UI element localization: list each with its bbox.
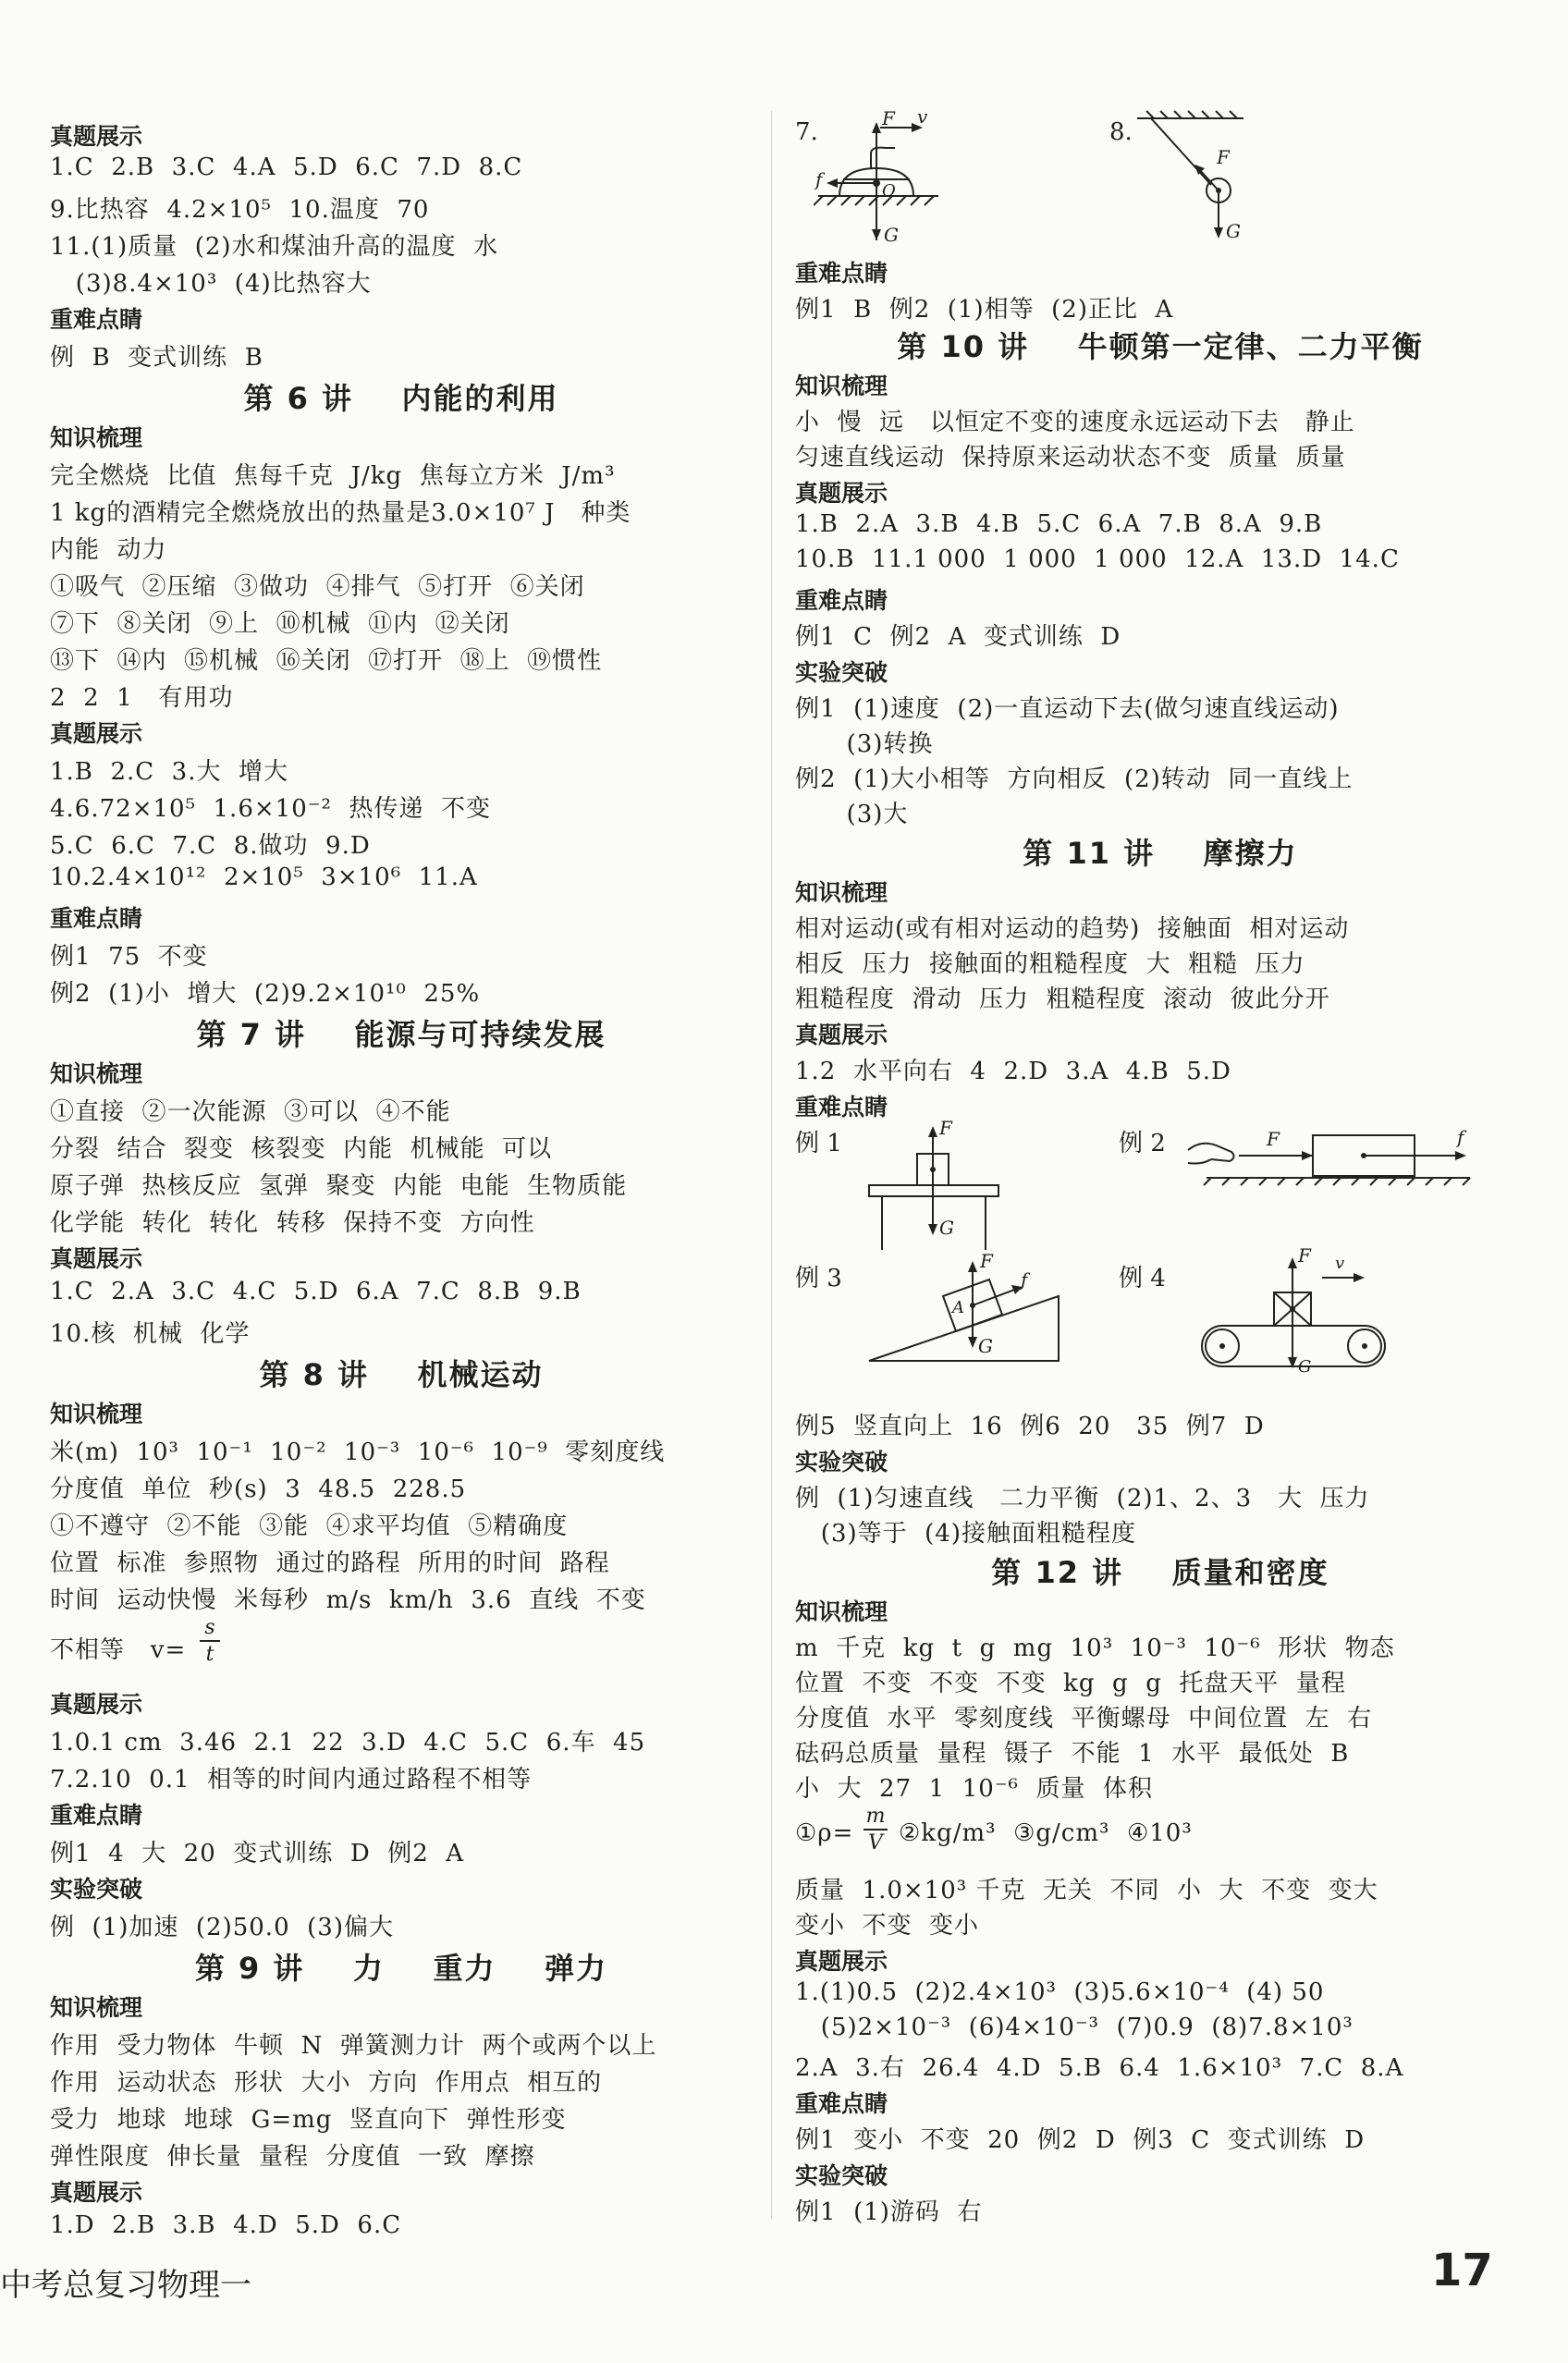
figure-number: 8. [1109, 118, 1133, 146]
answer-line: 例 B 变式训练 B [50, 344, 263, 372]
section-heading: 真题展示 [795, 1022, 888, 1048]
answer-line: 弹性限度 伸长量 量程 分度值 一致 摩擦 [50, 2143, 535, 2171]
section-heading: 知识梳理 [50, 1060, 143, 1087]
answer-line: (3)等于 (4)接触面粗糙程度 [795, 1520, 1136, 1548]
gravity-label-G: G [884, 224, 899, 246]
section-heading: 实验突破 [795, 659, 888, 686]
fraction-bar [864, 1829, 888, 1830]
force-label-F: F [1267, 1128, 1280, 1150]
section-heading: 重难点睛 [50, 905, 143, 932]
answer-line: (3)转换 [795, 730, 934, 758]
column-divider [771, 111, 772, 2219]
speed-formula-fraction [200, 1616, 220, 1666]
example-label: 例 1 [795, 1130, 842, 1157]
formula-line: ②kg/m³ ③g/cm³ ④10³ [899, 1819, 1193, 1847]
answer-line: 米(m) 10³ 10⁻¹ 10⁻² 10⁻³ 10⁻⁶ 10⁻⁹ 零刻度线 [50, 1439, 666, 1466]
lecture-title: 第 7 讲 能源与可持续发展 [196, 1017, 606, 1052]
section-heading: 真题展示 [50, 2179, 143, 2206]
answer-line: (3)8.4×10³ (4)比热容大 [50, 270, 372, 298]
answer-line: 分裂 结合 裂变 核裂变 内能 机械能 可以 [50, 1135, 553, 1163]
section-heading: 知识梳理 [50, 1401, 143, 1427]
velocity-label-v: v [917, 105, 928, 128]
friction-label-f: f [1021, 1268, 1028, 1291]
answer-line: 变小 不变 变小 [795, 1912, 980, 1940]
force-label-F: F [939, 1117, 952, 1139]
answer-line: 小 大 27 1 10⁻⁶ 质量 体积 [795, 1775, 1154, 1803]
answer-line: 1.B 2.A 3.B 4.B 5.C 6.A 7.B 8.A 9.B [795, 510, 1323, 538]
answer-line: 1.C 2.B 3.C 4.A 5.D 6.C 7.D 8.C [50, 153, 523, 181]
lecture-title: 第 6 讲 内能的利用 [243, 381, 559, 416]
answer-line: 例1 4 大 20 变式训练 D 例2 A [50, 1840, 465, 1867]
fraction-bar [200, 1640, 220, 1642]
force-label-F: F [882, 107, 895, 129]
section-heading: 实验突破 [795, 1449, 888, 1475]
section-heading: 重难点睛 [50, 306, 143, 333]
answer-line: 例1 C 例2 A 变式训练 D [795, 623, 1121, 651]
answer-line: 完全燃烧 比值 焦每千克 J/kg 焦每立方米 J/m³ [50, 462, 616, 490]
answer-line: 例2 (1)小 增大 (2)9.2×10¹⁰ 25% [50, 980, 481, 1008]
answer-line: 作用 受力物体 牛顿 N 弹簧测力计 两个或两个以上 [50, 2032, 657, 2060]
answer-line: 内能 动力 [50, 536, 167, 564]
answer-line: 位置 不变 不变 不变 kg g g 托盘天平 量程 [795, 1670, 1346, 1697]
answer-line: 例1 75 不变 [50, 943, 208, 971]
formula-line: ①ρ= [795, 1819, 854, 1847]
lecture-title: 第 12 讲 质量和密度 [991, 1555, 1329, 1590]
velocity-label-v: v [1335, 1254, 1345, 1273]
answer-line: 例 (1)匀速直线 二力平衡 (2)1、2、3 大 压力 [795, 1485, 1370, 1512]
answer-line: 分度值 水平 零刻度线 平衡螺母 中间位置 左 右 [795, 1705, 1373, 1732]
example-3-block-on-incline [860, 1250, 1072, 1370]
section-heading: 真题展示 [795, 480, 888, 507]
fraction-numerator: m [865, 1805, 886, 1828]
answer-line: (5)2×10⁻³ (6)4×10⁻³ (7)0.9 (8)7.8×10³ [795, 2014, 1354, 2041]
answer-line: 例5 竖直向上 16 例6 20 35 例7 D [795, 1413, 1265, 1440]
example-label: 例 2 [1119, 1130, 1166, 1157]
lecture-title: 第 10 讲 牛顿第一定律、二力平衡 [897, 329, 1424, 364]
answer-line: 5.C 6.C 7.C 8.做功 9.D [50, 832, 371, 860]
lecture-title: 第 8 讲 机械运动 [259, 1357, 544, 1392]
gravity-label-G: G [1298, 1357, 1312, 1377]
answer-line: 2.A 3.右 26.4 4.D 5.B 6.4 1.6×10³ 7.C 8.A [795, 2054, 1404, 2082]
answer-line: 10.核 机械 化学 [50, 1320, 251, 1348]
answer-line: 1 kg的酒精完全燃烧放出的热量是3.0×10⁷ J 种类 [50, 499, 631, 527]
section-heading: 实验突破 [795, 2162, 888, 2189]
answer-line: 相对运动(或有相对运动的趋势) 接触面 相对运动 [795, 915, 1350, 943]
page-number: 17 [1431, 2245, 1493, 2296]
section-heading: 知识梳理 [795, 373, 888, 399]
section-heading: 重难点睛 [795, 1094, 888, 1120]
section-heading: 知识梳理 [50, 424, 143, 451]
origin-label-O: O [882, 181, 896, 201]
section-heading: 真题展示 [50, 720, 143, 747]
section-heading: 实验突破 [50, 1876, 143, 1903]
answer-line: ①直接 ②一次能源 ③可以 ④不能 [50, 1098, 451, 1126]
figure-8-hanging-ball [1128, 109, 1248, 248]
section-heading: 真题展示 [50, 1245, 143, 1272]
example-4-conveyor-belt [1183, 1244, 1405, 1377]
answer-line: 位置 标准 参照物 通过的路程 所用的时间 路程 [50, 1549, 610, 1577]
section-heading: 真题展示 [50, 123, 143, 150]
answer-line: 化学能 转化 转化 转移 保持不变 方向性 [50, 1209, 535, 1237]
answer-line: 受力 地球 地球 G=mg 竖直向下 弹性形变 [50, 2106, 567, 2134]
answer-line: 粗糙程度 滑动 压力 粗糙程度 滚动 彼此分开 [795, 986, 1330, 1013]
answer-line: 例2 (1)大小相等 方向相反 (2)转动 同一直线上 [795, 765, 1354, 793]
lecture-title: 第 9 讲 力 重力 弹力 [194, 1951, 608, 1986]
answer-line: 1.C 2.A 3.C 4.C 5.D 6.A 7.C 8.B 9.B [50, 1278, 582, 1305]
section-heading: 重难点睛 [795, 2090, 888, 2117]
fraction-denominator: V [868, 1831, 883, 1855]
answer-line: ⑦下 ⑧关闭 ⑨上 ⑩机械 ⑪内 ⑫关闭 [50, 610, 510, 638]
example-1-box-on-table [860, 1117, 1008, 1259]
example-label: 例 4 [1119, 1265, 1166, 1292]
gravity-label-G: G [939, 1217, 954, 1239]
section-heading: 重难点睛 [795, 260, 888, 287]
force-label-F: F [1217, 146, 1230, 168]
fraction-numerator: s [204, 1616, 215, 1639]
section-heading: 真题展示 [795, 1948, 888, 1975]
answer-line: 7.2.10 0.1 相等的时间内通过路程不相等 [50, 1766, 533, 1794]
answer-line: (3)大 [795, 801, 909, 828]
answer-line: 匀速直线运动 保持原来运动状态不变 质量 质量 [795, 444, 1346, 471]
example-2-box-pushed [1183, 1119, 1488, 1193]
answer-line: 例 (1)加速 (2)50.0 (3)偏大 [50, 1914, 394, 1941]
section-heading: 重难点睛 [50, 1802, 143, 1829]
section-heading: 重难点睛 [795, 587, 888, 614]
force-label-F: F [980, 1250, 993, 1272]
lecture-title: 第 11 讲 摩擦力 [1023, 836, 1298, 871]
force-label-F: F [1298, 1244, 1311, 1267]
gravity-label-G: G [978, 1335, 993, 1357]
answer-line: 1.(1)0.5 (2)2.4×10³ (3)5.6×10⁻⁴ (4) 50 [795, 1978, 1325, 2006]
example-label: 例 3 [795, 1265, 842, 1292]
answer-line: 例1 B 例2 (1)相等 (2)正比 A [795, 296, 1174, 324]
answer-line: 1.B 2.C 3.大 增大 [50, 758, 289, 786]
answer-line: 例1 (1)游码 右 [795, 2198, 983, 2226]
answer-line: m 千克 kg t g mg 10³ 10⁻³ 10⁻⁶ 形状 物态 [795, 1635, 1395, 1662]
answer-line: 小 慢 远 以恒定不变的速度永远运动下去 静止 [795, 409, 1355, 436]
answer-line: 2 2 1 有用功 [50, 684, 234, 712]
answer-line: 10.B 11.1 000 1 000 1 000 12.A 13.D 14.C [795, 545, 1400, 573]
answer-line: 4.6.72×10⁵ 1.6×10⁻² 热传递 不变 [50, 795, 491, 823]
section-heading: 知识梳理 [795, 1598, 888, 1625]
section-heading: 真题展示 [50, 1691, 143, 1718]
density-formula-fraction [864, 1805, 888, 1855]
friction-label-f: f [1457, 1126, 1464, 1148]
section-heading: 知识梳理 [795, 879, 888, 906]
answer-line: 10.2.4×10¹² 2×10⁵ 3×10⁶ 11.A [50, 863, 478, 891]
answer-line: 1.0.1 cm 3.46 2.1 22 3.D 4.C 5.C 6.车 45 [50, 1729, 646, 1757]
answer-line: 例1 (1)速度 (2)一直运动下去(做匀速直线运动) [795, 695, 1340, 723]
answer-line: ①不遵守 ②不能 ③能 ④求平均值 ⑤精确度 [50, 1512, 569, 1540]
answer-line: 9.比热容 4.2×10⁵ 10.温度 70 [50, 196, 430, 224]
fraction-denominator: t [205, 1643, 214, 1666]
answer-line: 例1 变小 不变 20 例2 D 例3 C 变式训练 D [795, 2126, 1366, 2154]
answer-line: 质量 1.0×10³ 千克 无关 不同 小 大 不变 变大 [795, 1877, 1378, 1904]
answer-line: 1.D 2.B 3.B 4.D 5.D 6.C [50, 2211, 402, 2239]
friction-label-f: f [815, 168, 823, 190]
answer-line: ⑬下 ⑭内 ⑮机械 ⑯关闭 ⑰打开 ⑱上 ⑲惯性 [50, 647, 603, 675]
answer-line: 作用 运动状态 形状 大小 方向 作用点 相互的 [50, 2069, 603, 2097]
book-title-footer: 中考总复习物理一 [0, 2267, 251, 2304]
block-label-A: A [952, 1298, 964, 1317]
answer-line: 不相等 v= [50, 1636, 187, 1664]
answer-line: 时间 运动快慢 米每秒 m/s km/h 3.6 直线 不变 [50, 1586, 646, 1614]
gravity-label-G: G [1226, 220, 1241, 242]
section-heading: 知识梳理 [50, 1994, 143, 2021]
answer-line: 11.(1)质量 (2)水和煤油升高的温度 水 [50, 233, 499, 261]
answer-line: 1.2 水平向右 4 2.D 3.A 4.B 5.D [795, 1058, 1231, 1085]
answer-line: 相反 压力 接触面的粗糙程度 大 粗糙 压力 [795, 950, 1305, 978]
answer-line: 分度值 单位 秒(s) 3 48.5 228.5 [50, 1475, 467, 1503]
answer-line: ①吸气 ②压缩 ③做功 ④排气 ⑤打开 ⑥关闭 [50, 573, 585, 601]
figure-number: 7. [795, 118, 818, 146]
answer-line: 砝码总质量 量程 镊子 不能 1 水平 最低处 B [795, 1740, 1350, 1768]
answer-line: 原子弹 热核反应 氢弹 聚变 内能 电能 生物质能 [50, 1172, 628, 1200]
figure-7-curling-stone [814, 105, 943, 250]
